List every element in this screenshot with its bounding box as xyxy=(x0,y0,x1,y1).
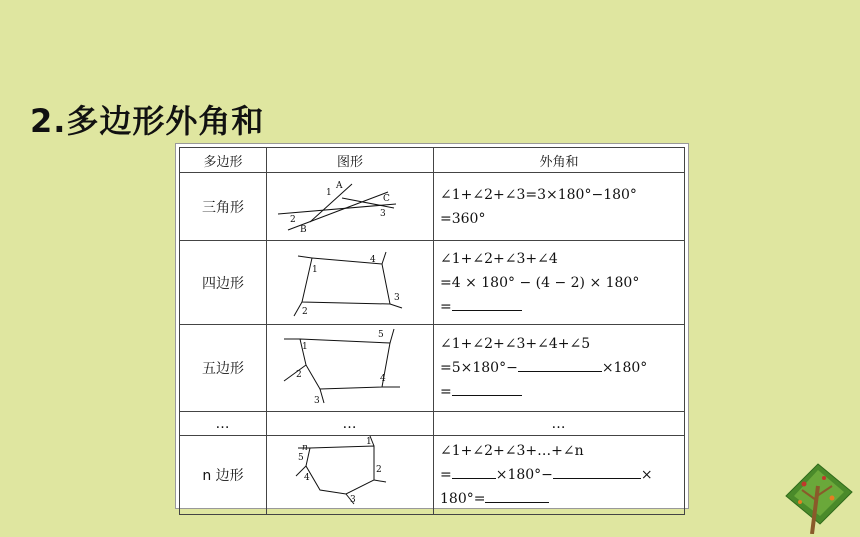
table-row-triangle xyxy=(180,173,685,241)
sum-line-text: = xyxy=(440,467,452,483)
answer-blank xyxy=(553,464,641,479)
section-heading: 2.多边形外角和 xyxy=(30,102,265,140)
row-name: 五边形 xyxy=(180,325,267,412)
quadrilateral-sum-cell xyxy=(434,241,685,325)
sum-line-text: ×180°− xyxy=(495,467,553,483)
fig-label: 2 xyxy=(302,306,308,317)
fig-label: 1 xyxy=(302,342,308,352)
n-gon-figure xyxy=(267,436,434,515)
sum-line: ∠1+∠2+∠3=3×180°−180° xyxy=(440,186,637,203)
fig-label: A xyxy=(336,180,343,191)
ellipsis-sum: … xyxy=(434,412,685,436)
fig-label: 1 xyxy=(366,437,372,447)
sum-line xyxy=(440,380,678,404)
row-name: … xyxy=(180,412,267,436)
row-name: 三角形 xyxy=(180,173,267,241)
answer-blank xyxy=(452,464,496,479)
fig-label: C xyxy=(383,193,390,204)
triangle-sum-cell xyxy=(434,173,685,241)
sum-line: ∠1+∠2+∠3+∠4+∠5 xyxy=(440,336,591,352)
fig-label: 4 xyxy=(370,254,376,265)
pentagon-figure xyxy=(267,325,434,412)
table-row-ellipsis xyxy=(180,412,685,436)
fig-label: 5 xyxy=(298,453,304,463)
pentagon-sum-cell xyxy=(434,325,685,412)
fig-label: 5 xyxy=(378,330,384,340)
table-row-pentagon xyxy=(180,325,685,412)
triangle-figure xyxy=(267,173,434,241)
fig-label: 4 xyxy=(380,374,386,384)
fig-label: 3 xyxy=(314,396,320,406)
table-row-quadrilateral xyxy=(180,241,685,325)
sum-line xyxy=(440,356,678,380)
answer-blank xyxy=(518,357,602,372)
answer-blank xyxy=(452,296,522,311)
answer-blank xyxy=(452,381,522,396)
quadrilateral-figure xyxy=(267,241,434,325)
fig-label: 3 xyxy=(350,495,356,505)
fig-label: 2 xyxy=(376,465,382,475)
sum-line-text: 180°= xyxy=(440,491,486,507)
fig-label: 2 xyxy=(290,214,296,225)
sum-line-text: ×180° xyxy=(601,360,648,376)
header-polygon: 多边形 xyxy=(180,148,267,173)
sum-line xyxy=(440,463,678,487)
sum-line: ∠1+∠2+∠3+…+∠n xyxy=(440,443,584,459)
row-name: n 边形 xyxy=(180,436,267,515)
table-header-row xyxy=(180,148,685,173)
header-figure: 图形 xyxy=(267,148,434,173)
fig-label: n xyxy=(302,443,308,453)
sum-line: =360° xyxy=(440,210,486,227)
row-name: 四边形 xyxy=(180,241,267,325)
sum-line-text: = xyxy=(440,298,452,315)
table-row-n-gon xyxy=(180,436,685,515)
sum-line-text: =5×180°− xyxy=(440,360,518,376)
polygon-exterior-angle-table xyxy=(175,143,689,509)
sum-line xyxy=(440,295,678,319)
answer-blank xyxy=(485,488,549,503)
header-exterior-sum: 外角和 xyxy=(434,148,685,173)
fig-label: 3 xyxy=(380,208,386,219)
sum-line: ∠1+∠2+∠3+∠4 xyxy=(440,250,558,267)
fig-label: B xyxy=(300,224,307,235)
sum-line xyxy=(440,487,678,511)
fig-label: 1 xyxy=(326,187,332,198)
fig-label: 3 xyxy=(394,292,400,303)
sum-line-text: × xyxy=(640,467,653,483)
tree-decoration-icon xyxy=(780,462,854,534)
n-gon-sum-cell xyxy=(434,436,685,515)
sum-line: =4 × 180° − (4 − 2) × 180° xyxy=(440,274,640,291)
exterior-angle-table xyxy=(179,147,685,515)
fig-label: 2 xyxy=(296,370,302,380)
fig-label: 1 xyxy=(312,264,318,275)
ellipsis-figure: … xyxy=(267,412,434,436)
sum-line-text: = xyxy=(440,384,452,400)
fig-label: 4 xyxy=(304,473,310,483)
